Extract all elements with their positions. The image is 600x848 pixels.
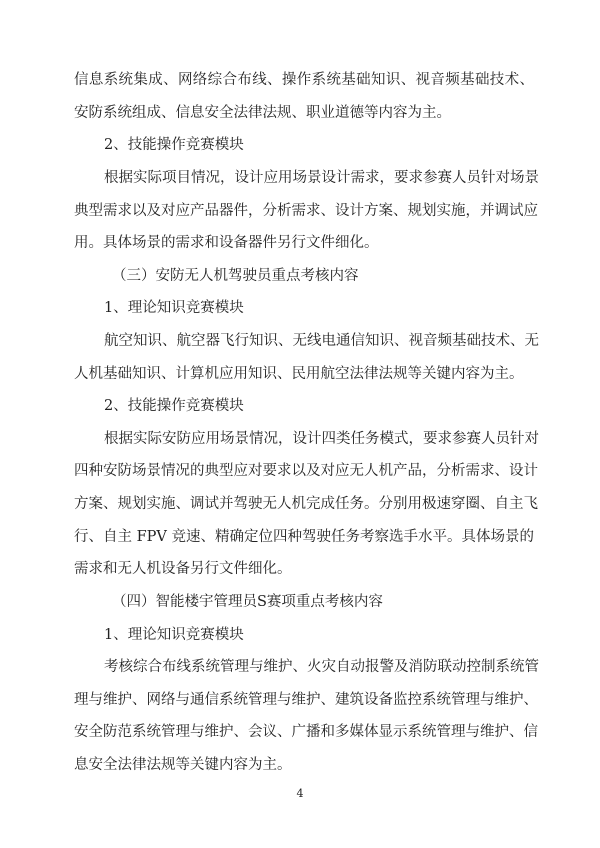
section-heading: （三）安防无人机驾驶员重点考核内容 — [112, 267, 359, 284]
subheading: 2、技能操作竞赛模块 — [104, 137, 244, 154]
paragraph-line: 人机基础知识、计算机应用知识、民用航空法律法规等关键内容为主。 — [74, 365, 524, 382]
paragraph-line: 安防系统组成、信息安全法律法规、职业道德等内容为主。 — [74, 104, 451, 121]
paragraph-line: 用。具体场景的需求和设备器件另行文件细化。 — [74, 235, 379, 252]
page-number: 4 — [296, 787, 304, 800]
paragraph-line: 方案、规划实施、调试并驾驶无人机完成任务。分别用极速穿圈、自主飞 — [74, 496, 538, 512]
subheading: 1、理论知识竞赛模块 — [104, 626, 244, 643]
paragraph-line: 根据实际安防应用场景情况，设计四类任务模式，要求参赛人员针对 — [104, 430, 539, 447]
paragraph-line: 信息系统集成、网络综合布线、操作系统基础知识、视音频基础技术、 — [74, 72, 534, 88]
section-heading: （四）智能楼宇管理员S赛项重点考核内容 — [112, 593, 383, 610]
paragraph-line: 四种安防场景情况的典型应对要求以及对应无人机产品，分析需求、设计 — [74, 463, 538, 480]
paragraph-line: 需求和无人机设备另行文件细化。 — [74, 561, 292, 578]
paragraph-line: 行、自主 FPV 竞速、精确定位四种驾驶任务考察选手水平。具体场景的 — [74, 528, 535, 545]
paragraph-line: 理与维护、网络与通信系统管理与维护、建筑设备监控系统管理与维护、 — [74, 691, 538, 708]
paragraph-line: 考核综合布线系统管理与维护、火灾自动报警及消防联动控制系统管 — [104, 659, 539, 676]
subheading: 2、技能操作竞赛模块 — [104, 398, 244, 415]
paragraph-line: 息安全法律法规等关键内容为主。 — [74, 757, 292, 773]
subheading: 1、理论知识竞赛模块 — [104, 300, 244, 317]
paragraph-line: 典型需求以及对应产品器件，分析需求、设计方案、规划实施，并调试应 — [74, 202, 538, 219]
paragraph-line: 根据实际项目情况，设计应用场景设计需求，要求参赛人员针对场景 — [104, 169, 539, 186]
paragraph-line: 航空知识、航空器飞行知识、无线电通信知识、视音频基础技术、无 — [104, 333, 539, 349]
paragraph-line: 安全防范系统管理与维护、会议、广播和多媒体显示系统管理与维护、信 — [74, 724, 538, 741]
